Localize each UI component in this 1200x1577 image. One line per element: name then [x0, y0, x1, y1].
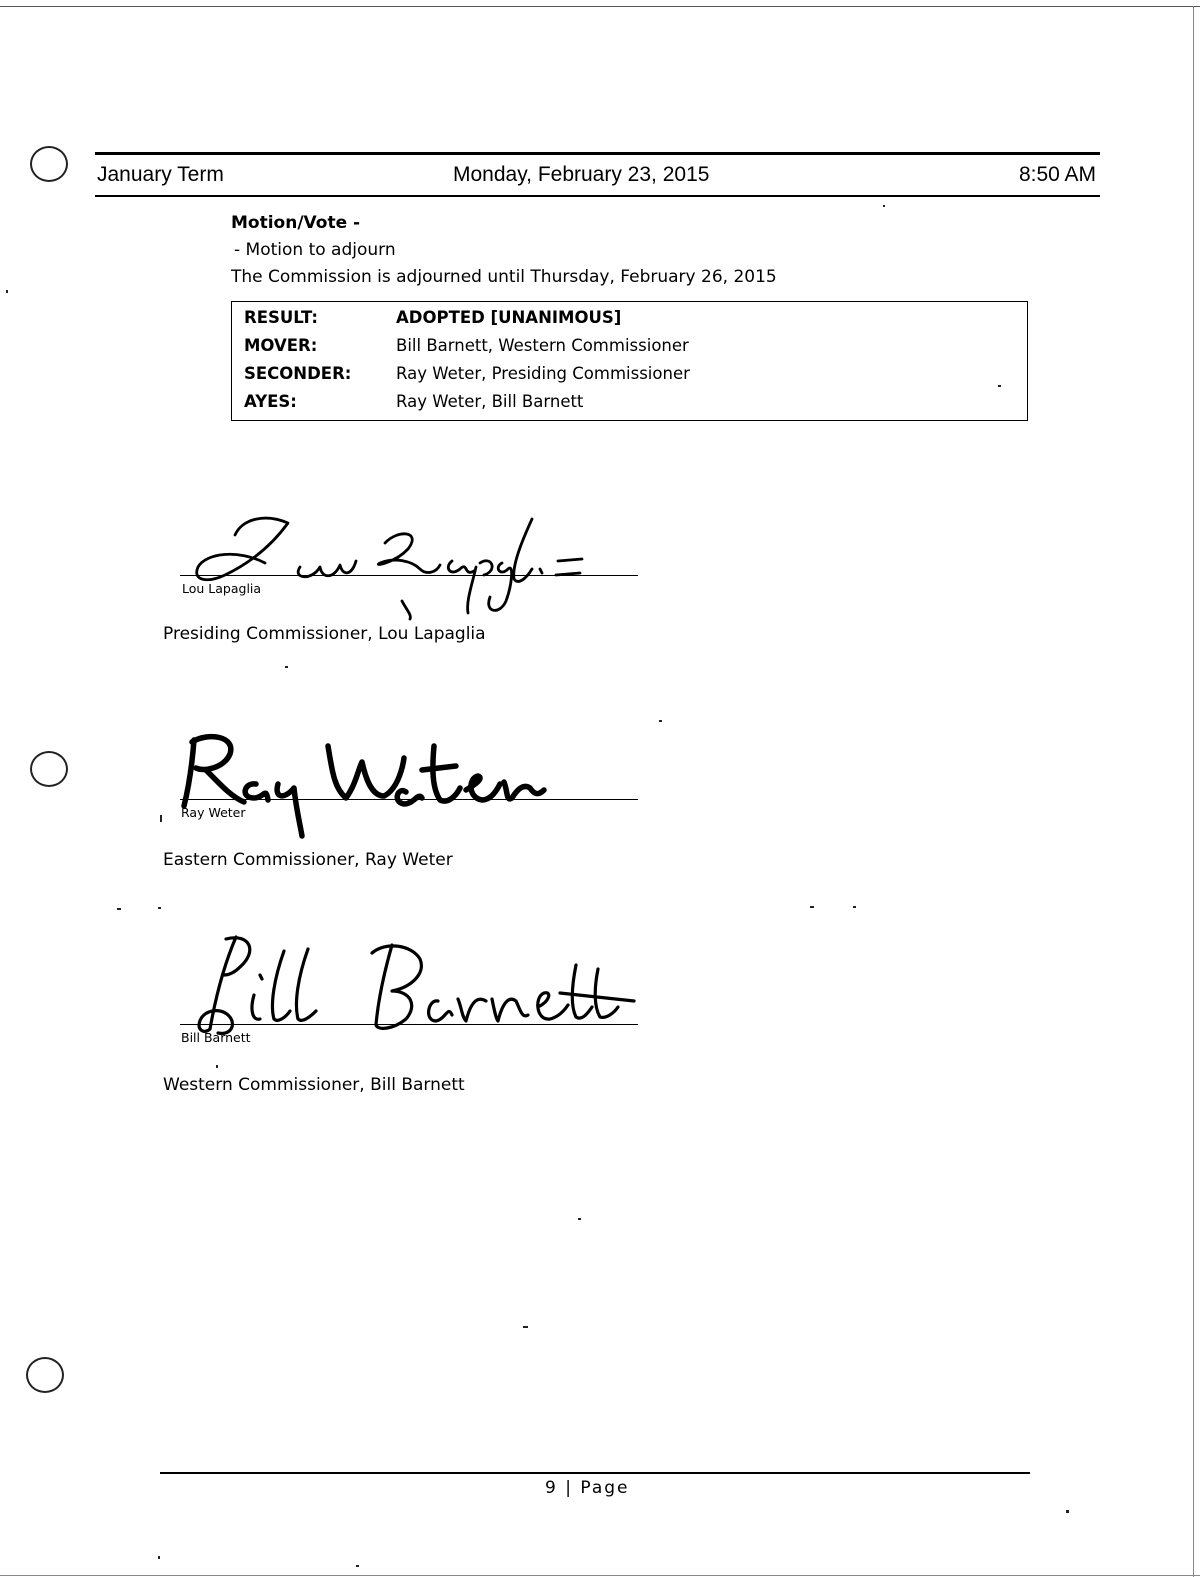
- signature-printed-name: Lou Lapaglia: [182, 581, 262, 596]
- scan-speck: [356, 1565, 359, 1567]
- motion-heading: Motion/Vote -: [231, 213, 361, 233]
- signature-printed-name: Bill Barnett: [181, 1030, 251, 1045]
- scan-speck: [578, 1218, 581, 1220]
- adjourned-text: The Commission is adjourned until Thursday, February 26, 2015: [231, 267, 777, 287]
- header-term: January Term: [97, 163, 224, 186]
- signature-ray-weter: [178, 718, 558, 843]
- signature-printed-name: Ray Weter: [181, 805, 246, 820]
- mover-row: [232, 336, 1027, 363]
- scan-speck: [1066, 1510, 1069, 1513]
- scan-speck: [659, 720, 662, 722]
- header-top-rule: [95, 152, 1100, 155]
- scan-speck: [998, 385, 1001, 387]
- scan-speck: [158, 1556, 160, 1559]
- mover-label: MOVER:: [244, 336, 318, 355]
- punch-hole-icon: [26, 1357, 64, 1393]
- header-bottom-rule: [95, 195, 1100, 197]
- signature-lou-lapaglia: [180, 505, 600, 620]
- signature-bill-barnett: [180, 925, 640, 1045]
- result-value: ADOPTED [UNANIMOUS]: [396, 308, 622, 327]
- vote-result-table: [231, 301, 1028, 421]
- header-time: 8:50 AM: [1018, 163, 1096, 186]
- scan-speck: [160, 815, 162, 822]
- scan-speck: [6, 290, 8, 293]
- scan-edge-right: [1193, 6, 1194, 1577]
- seconder-row: [232, 364, 1027, 391]
- scan-speck: [810, 906, 814, 908]
- seconder-label: SECONDER:: [244, 364, 352, 383]
- ayes-value: Ray Weter, Bill Barnett: [396, 392, 584, 411]
- scan-speck: [285, 666, 288, 668]
- scan-speck: [853, 906, 856, 908]
- scan-speck: [523, 1326, 528, 1328]
- scan-speck: [216, 1065, 218, 1068]
- motion-item: - Motion to adjourn: [234, 240, 396, 260]
- scan-edge-top: [0, 6, 1200, 7]
- signature-title: Presiding Commissioner, Lou Lapaglia: [163, 624, 486, 644]
- punch-hole-icon: [30, 751, 68, 787]
- result-label: RESULT:: [244, 308, 318, 327]
- scan-edge-bottom: [0, 1575, 1200, 1576]
- signature-line: [180, 1024, 638, 1025]
- scan-speck: [117, 908, 121, 910]
- seconder-value: Ray Weter, Presiding Commissioner: [396, 364, 690, 383]
- signature-line: [180, 575, 638, 576]
- punch-hole-icon: [30, 146, 68, 182]
- ayes-label: AYES:: [244, 392, 297, 411]
- result-row: [232, 308, 1027, 335]
- signature-title: Western Commissioner, Bill Barnett: [163, 1075, 465, 1095]
- footer-rule: [160, 1472, 1030, 1474]
- mover-value: Bill Barnett, Western Commissioner: [396, 336, 689, 355]
- signature-title: Eastern Commissioner, Ray Weter: [163, 850, 453, 870]
- scan-speck: [883, 205, 885, 207]
- signature-line: [180, 799, 638, 800]
- ayes-row: [232, 392, 1027, 419]
- header-date: Monday, February 23, 2015: [453, 163, 710, 186]
- scan-speck: [158, 907, 161, 909]
- page-number: 9 | Page: [545, 1478, 630, 1498]
